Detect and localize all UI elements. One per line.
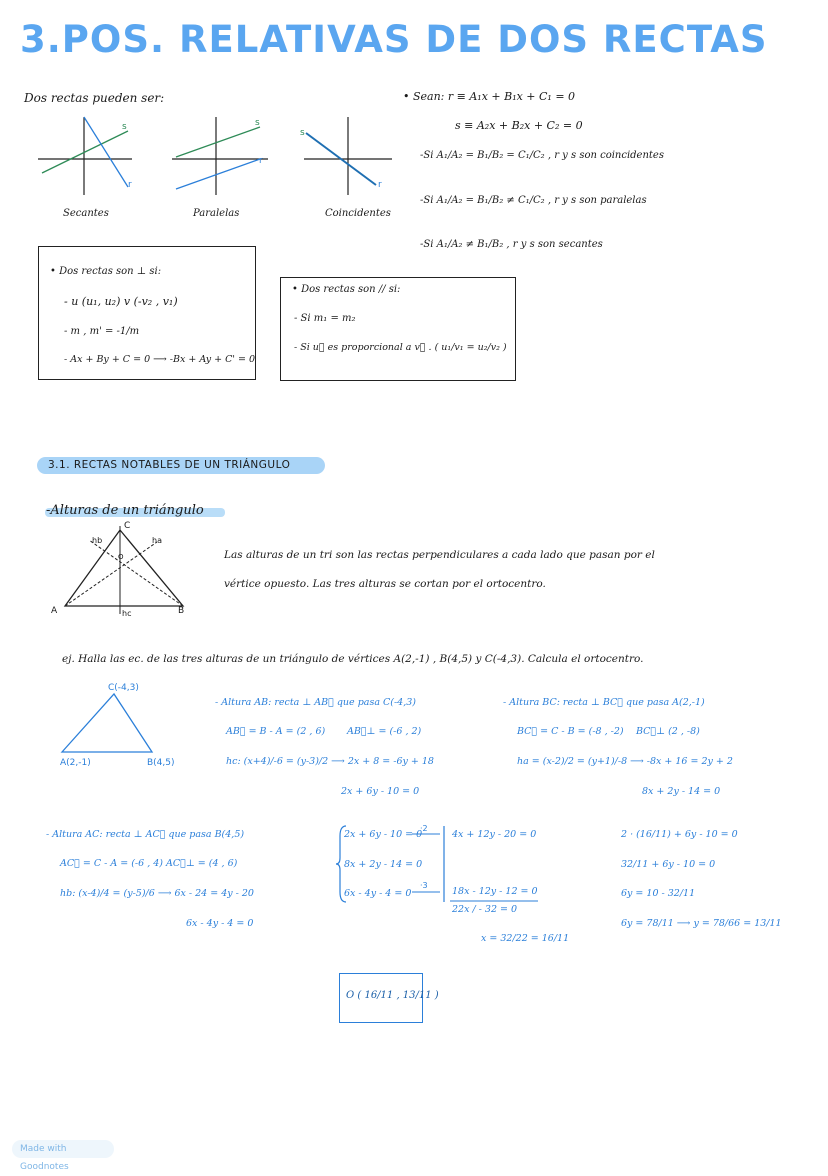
secantes-label: Secantes (63, 208, 109, 219)
alturas-heading: -Alturas de un triángulo (46, 503, 204, 518)
ab-vector: AB⃗ = B - A = (2 , 6) (226, 726, 326, 737)
ab-result: 2x + 6y - 10 = 0 (341, 786, 420, 797)
paralelas-label: Paralelas (193, 208, 240, 219)
exercise-statement: ej. Halla las ec. de las tres alturas de un triángulo de vértices A(2,-1) , B(4,5) y C(-4,3). Calcula el ortocentro. (62, 653, 644, 665)
sys-sum-line (450, 899, 540, 903)
bc-result: 8x + 2y - 14 = 0 (642, 786, 721, 797)
exercise-triangle (60, 690, 160, 760)
par-heading: • Dos rectas son // si: (292, 284, 401, 295)
alt-label-c: C (124, 521, 131, 531)
sys-r2: 18x - 12y - 12 = 0 (452, 886, 538, 897)
sys-mult2: ·3 (420, 881, 428, 890)
ex-tri-a: A(2,-1) (60, 758, 91, 768)
alt-label-ha: ha (152, 536, 162, 545)
ac-vector: AC⃗ = C - A = (-6 , 4) (60, 858, 163, 869)
alt-label-hc: hc (122, 609, 132, 618)
sys-eq2: 8x + 2y - 14 = 0 (344, 859, 423, 870)
par-line1: - Si m₁ = m₂ (294, 313, 356, 324)
sys-eq1: 2x + 6y - 10 = 0 (344, 829, 423, 840)
coincidentes-diagram (300, 115, 400, 195)
perp-line3: - Ax + By + C = 0 ⟶ -Bx + Ay + C' = 0 (64, 354, 256, 365)
cond-paralelas: -Si A₁/A₂ = B₁/B₂ ≠ C₁/C₂ , r y s son paralelas (420, 195, 647, 206)
sean-line: • Sean: r ≡ A₁x + B₁x + C₁ = 0 (403, 90, 576, 103)
cond-secantes: -Si A₁/A₂ ≠ B₁/B₂ , r y s son secantes (420, 239, 603, 250)
s-equation: s ≡ A₂x + B₂x + C₂ = 0 (455, 119, 583, 132)
bc-perp: BC⃗⊥ (2 , -8) (636, 726, 700, 737)
goodnotes-badge: Made with Goodnotes (12, 1140, 114, 1158)
ab-perp: AB⃗⊥ = (-6 , 2) (347, 726, 422, 737)
sys-x-value: x = 32/22 = 16/11 (481, 933, 570, 944)
alturas-text-2: vértice opuesto. Las tres alturas se cortan por el ortocentro. (224, 578, 546, 590)
perp-line2: - m , m' = -1/m (64, 326, 140, 337)
solve-y-2: 32/11 + 6y - 10 = 0 (621, 859, 716, 870)
coincidentes-s-label: s (300, 128, 305, 138)
par-line2: - Si u⃗ es proporcional a v⃗ . ( u₁/v₁ = u₂/v₂ ) (294, 342, 507, 353)
sys-eq3: 6x - 4y - 4 = 0 (344, 888, 412, 899)
intro-text: Dos rectas pueden ser: (24, 91, 165, 105)
alturas-text-1: Las alturas de un tri son las rectas perpendiculares a cada lado que pasan por el (224, 549, 655, 561)
perp-line1: - u (u₁, u₂) v (-v₂ , v₁) (64, 295, 178, 308)
bc-title: - Altura BC: recta ⊥ BC⃗ que pasa A(2,-1) (503, 697, 705, 708)
cond-coincidentes: -Si A₁/A₂ = B₁/B₂ = C₁/C₂ , r y s son coincidentes (420, 150, 664, 161)
coincidentes-r-label: r (378, 180, 382, 190)
ac-title: - Altura AC: recta ⊥ AC⃗ que pasa B(4,5) (46, 829, 245, 840)
ab-title: - Altura AB: recta ⊥ AB⃗ que pasa C(-4,3) (215, 697, 416, 708)
coincidentes-label: Coincidentes (325, 208, 391, 219)
sys-arrows (412, 830, 442, 900)
paralelas-r-label: r (259, 156, 263, 166)
section-subtitle: 3.1. RECTAS NOTABLES DE UN TRIÁNGULO (48, 459, 291, 471)
secantes-r-label: r (128, 180, 132, 190)
altitudes-triangle (55, 520, 195, 620)
paralelas-s-label: s (255, 118, 260, 128)
orthocenter-answer: O ( 16/11 , 13/11 ) (346, 990, 439, 1001)
ex-tri-b: B(4,5) (147, 758, 175, 768)
solve-y-3: 6y = 10 - 32/11 (621, 888, 696, 899)
secantes-s-label: s (122, 122, 127, 132)
alt-label-a: A (51, 606, 58, 616)
sys-r1: 4x + 12y - 20 = 0 (452, 829, 537, 840)
solve-y-1: 2 · (16/11) + 6y - 10 = 0 (621, 829, 738, 840)
perp-heading: • Dos rectas son ⊥ si: (50, 266, 162, 277)
ac-equation: hb: (x-4)/4 = (y-5)/6 ⟶ 6x - 24 = 4y - 20 (60, 888, 254, 899)
ac-perp: AC⃗⊥ = (4 , 6) (166, 858, 238, 869)
alt-label-hb: hb (92, 536, 103, 545)
ex-tri-c: C(-4,3) (108, 683, 139, 693)
page-title: 3.POS. RELATIVAS DE DOS RECTAS (20, 18, 768, 61)
sys-sum: 22x / - 32 = 0 (452, 904, 518, 915)
alt-label-o: O (118, 553, 124, 561)
ac-result: 6x - 4y - 4 = 0 (186, 918, 254, 929)
alt-label-b: B (178, 606, 185, 616)
bc-vector: BC⃗ = C - B = (-8 , -2) (517, 726, 624, 737)
bc-equation: ha = (x-2)/2 = (y+1)/-8 ⟶ -8x + 16 = 2y + 2 (517, 756, 733, 767)
ab-equation: hc: (x+4)/-6 = (y-3)/2 ⟶ 2x + 8 = -6y + 18 (226, 756, 434, 767)
solve-y-4: 6y = 78/11 ⟶ y = 78/66 = 13/11 (621, 918, 782, 929)
sys-mult1: ·2 (420, 824, 428, 833)
sys-bar (442, 826, 448, 906)
